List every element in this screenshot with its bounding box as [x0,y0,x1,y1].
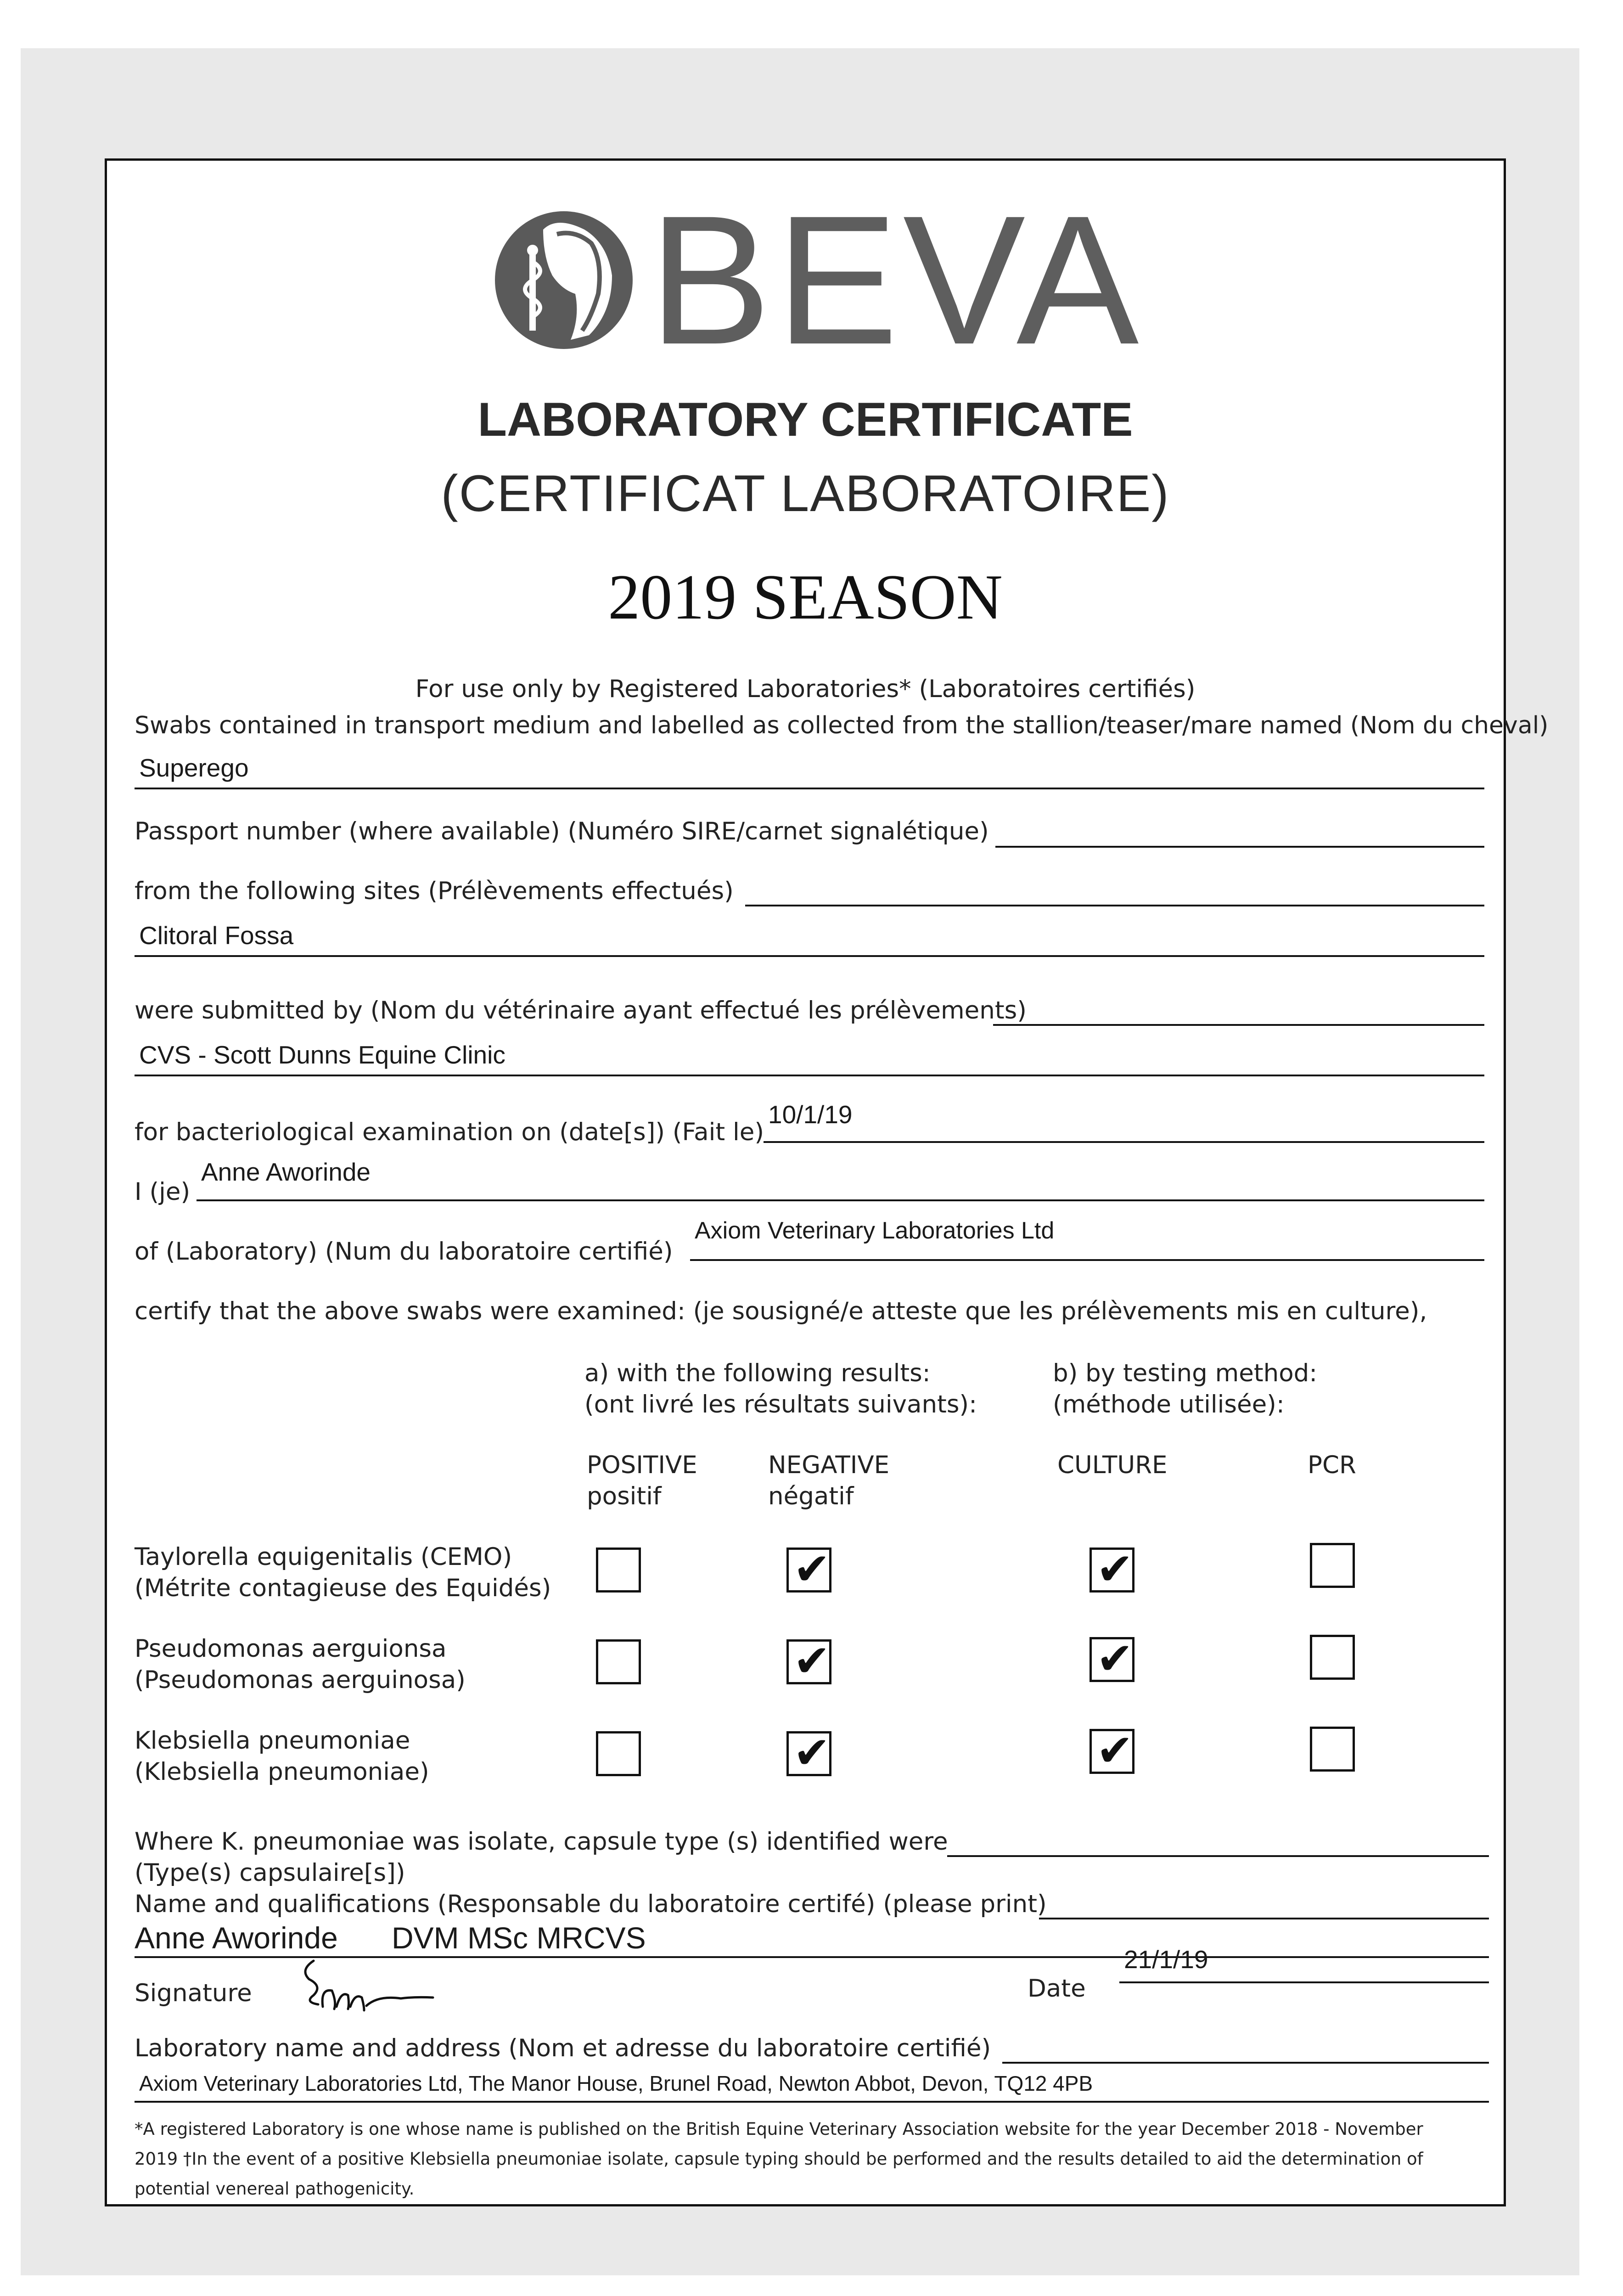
certificate-subtitle: (CERTIFICAT LABORATOIRE) [441,465,1170,522]
results-header-b-fr: (méthode utilisée): [1053,1390,1285,1418]
signature-scribble [295,1952,461,2030]
negative-checkbox[interactable] [786,1635,831,1687]
results-header-a-fr: (ont livré les résultats suivants): [584,1390,977,1418]
footnote-line-2: 2019 †In the event of a positive Klebsiella pneumoniae isolate, capsule typing should be performed and the results detailed to aid the determination of [135,2149,1423,2169]
culture-checkbox[interactable] [1089,1633,1134,1684]
footnote-line-1: *A registered Laboratory is one whose name is published on the British Equine Veterinary Association website for the year December 2018 - November [135,2119,1423,2139]
positive-checkbox[interactable] [596,1639,641,1684]
horse-name-value[interactable]: Superego [139,754,249,782]
check-mark-icon: ✔ [793,1543,831,1595]
col-culture: CULTURE [1057,1451,1168,1479]
beva-emblem-icon [488,202,640,354]
check-mark-icon: ✔ [1096,1633,1134,1684]
col-pcr: PCR [1308,1451,1356,1479]
organism-name: Klebsiella pneumoniae [135,1727,410,1755]
pcr-checkbox[interactable] [1310,1543,1355,1588]
check-mark-icon: ✔ [1096,1543,1134,1595]
positive-checkbox[interactable] [596,1548,641,1593]
col-negative-fr: négatif [768,1482,854,1510]
registered-lab-note: For use only by Registered Laboratories* (Laboratoires certifiés) [415,675,1196,703]
laboratory-label: of (Laboratory) (Num du laboratoire certifié) [135,1238,673,1266]
sites-label: from the following sites (Prélèvements effectués) [135,877,734,905]
name-value[interactable]: Anne Aworinde [135,1921,338,1955]
lab-address-value[interactable]: Axiom Veterinary Laboratories Ltd, The Manor House, Brunel Road, Newton Abbot, Devon, TQ12 4PB [139,2071,1093,2095]
check-mark-icon: ✔ [1096,1725,1134,1776]
capsule-type-label: Where K. pneumoniae was isolate, capsule type (s) identified were [135,1828,948,1856]
name-qualifications-line-short [1039,1918,1489,1919]
results-header-a: a) with the following results: [584,1359,931,1387]
check-mark-icon: ✔ [793,1635,831,1687]
date-label: Date [1028,1975,1086,2003]
date-line [1119,1981,1489,1983]
positive-checkbox[interactable] [596,1731,641,1776]
capsule-type-line [947,1855,1489,1857]
exam-date-value[interactable]: 10/1/19 [768,1100,853,1129]
horse-name-label: Swabs contained in transport medium and labelled as collected from the stallion/teaser/mare named (Nom du cheval) [135,712,1549,739]
check-mark-icon: ✔ [793,1727,831,1778]
col-positive: POSITIVE [587,1451,697,1479]
organism-name-fr: (Klebsiella pneumoniae) [135,1758,429,1786]
signature-label: Signature [135,1979,252,2007]
name-qualifications-label: Name and qualifications (Responsable du laboratoire certifé) (please print) [135,1890,1047,1918]
passport-label: Passport number (where available) (Numéro SIRE/carnet signalétique) [135,817,989,845]
culture-checkbox[interactable] [1089,1725,1134,1776]
passport-line [995,846,1484,848]
logo-text: BEVA [649,177,1144,383]
culture-checkbox[interactable] [1089,1543,1134,1595]
sites-value[interactable]: Clitoral Fossa [139,921,294,950]
negative-checkbox[interactable] [786,1543,831,1595]
je-value[interactable]: Anne Aworinde [201,1158,371,1186]
lab-address-line [135,2101,1489,2103]
certificate-title: LABORATORY CERTIFICATE [477,393,1133,446]
horse-name-line [135,788,1484,789]
negative-checkbox[interactable] [786,1727,831,1778]
sites-line-short [745,905,1484,906]
laboratory-line [690,1259,1484,1261]
organism-name: Pseudomonas aerguionsa [135,1635,447,1663]
organism-name-fr: (Pseudomonas aerguinosa) [135,1666,466,1694]
capsule-type-label-fr: (Type(s) capsulaire[s]) [135,1859,405,1887]
je-line [197,1199,1484,1201]
sites-line [135,955,1484,957]
submitted-by-value[interactable]: CVS - Scott Dunns Equine Clinic [139,1041,505,1069]
organism-name: Taylorella equigenitalis (CEMO) [135,1543,512,1571]
exam-date-line [764,1141,1484,1143]
results-header-b: b) by testing method: [1053,1359,1318,1387]
lab-address-label: Laboratory name and address (Nom et adresse du laboratoire certifié) [135,2034,991,2062]
exam-date-label: for bacteriological examination on (date[s]) (Fait le) [135,1118,764,1146]
col-negative: NEGATIVE [768,1451,890,1479]
certificate [105,158,1549,2206]
pcr-checkbox[interactable] [1310,1727,1355,1772]
submitted-by-line [135,1075,1484,1076]
certify-statement: certify that the above swabs were examined: (je sousigné/e atteste que les prélèvements mis en culture), [135,1297,1427,1325]
submitted-by-label: were submitted by (Nom du vétérinaire ayant effectué les prélèvements) [135,996,1027,1024]
qualifications-value[interactable]: DVM MSc MRCVS [392,1921,646,1955]
laboratory-value[interactable]: Axiom Veterinary Laboratories Ltd [695,1217,1055,1244]
je-label: I (je) [135,1178,191,1206]
lab-address-line-short [1002,2062,1489,2064]
beva-logo [488,177,1278,383]
organism-name-fr: (Métrite contagieuse des Equidés) [135,1574,551,1602]
pcr-checkbox[interactable] [1310,1635,1355,1680]
footnote-line-3: potential venereal pathogenicity. [135,2179,415,2199]
col-positive-fr: positif [587,1482,662,1510]
submitted-by-line-short [993,1024,1484,1026]
date-value[interactable]: 21/1/19 [1124,1945,1208,1974]
season-heading: 2019 SEASON [608,562,1003,633]
